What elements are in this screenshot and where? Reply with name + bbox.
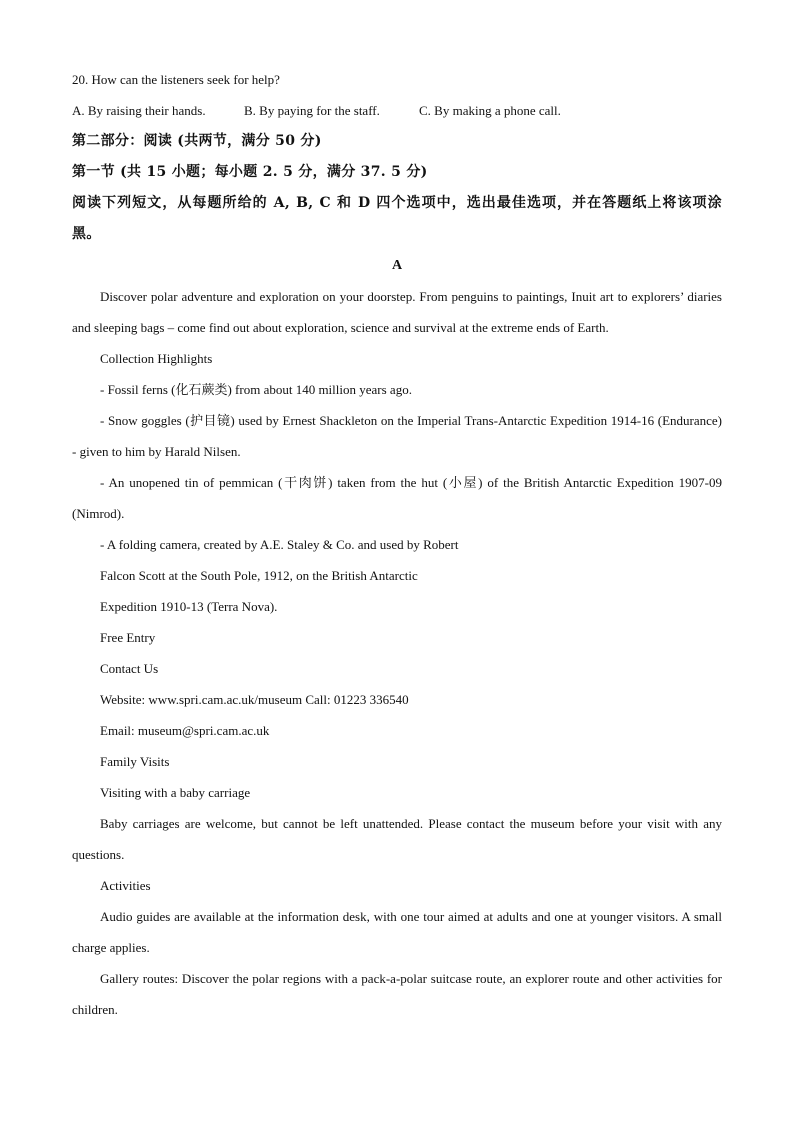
reading-instructions: 阅读下列短文，从每题所给的 A, B, C 和 D 四个选项中，选出最佳选项，并在答题纸上将该项涂黑。 [72,195,722,242]
passage-intro: Discover polar adventure and exploration on your doorstep. From penguins to paintings, Inuit art to explorers’ diaries and sleeping bags – come find out about exploration, science and survival at the extreme ends of Earth. [72,289,722,335]
gallery-routes-text: Gallery routes: Discover the polar regions with a pack-a-polar suitcase route, an explorer route and other activities for children. [72,971,722,1017]
section-one-title: 第一节 (共 15 小题；每小题 2. 5 分，满分 37. 5 分) [72,164,428,180]
option-b: B. By paying for the staff. [244,103,380,118]
question-20-stem: 20. How can the listeners seek for help? [72,72,280,87]
highlight-fossil: - Fossil ferns (化石蕨类) from about 140 million years ago. [100,382,412,397]
activities-heading: Activities [100,878,151,893]
highlight-pemmican: - An unopened tin of pemmican (干肉饼) taken from the hut (小屋) of the British Antarctic Expedition 1907-09 (Nimrod). [72,475,722,521]
baby-carriage-heading: Visiting with a baby carriage [100,785,251,800]
highlight-camera-line-3: Expedition 1910-13 (Terra Nova). [100,599,278,614]
contact-heading: Contact Us [100,661,159,676]
highlight-camera-line-2: Falcon Scott at the South Pole, 1912, on the British Antarctic [100,568,418,583]
contact-email: Email: museum@spri.cam.ac.uk [100,723,270,738]
question-20-options [72,95,722,126]
highlight-camera-line-1: - A folding camera, created by A.E. Staley & Co. and used by Robert [100,537,459,552]
highlights-heading: Collection Highlights [100,351,213,366]
contact-website-phone: Website: www.spri.cam.ac.uk/museum Call: 01223 336540 [100,692,409,707]
audio-guides-text: Audio guides are available at the information desk, with one tour aimed at adults and one at younger visitors. A small charge applies. [72,909,722,955]
baby-carriage-text: Baby carriages are welcome, but cannot be left unattended. Please contact the museum before your visit with any questions. [72,816,722,862]
highlight-goggles: - Snow goggles (护目镜) used by Ernest Shackleton on the Imperial Trans-Antarctic Expedition 1914-16 (Endurance) - given to him by Harald Nilsen. [72,413,722,459]
passage-label: A [391,258,403,273]
part-two-title: 第二部分：阅读 (共两节，满分 50 分) [72,133,322,149]
exam-page [72,64,722,1025]
option-a: A. By raising their hands. [72,103,206,118]
family-visits-heading: Family Visits [100,754,170,769]
option-c: C. By making a phone call. [419,103,561,118]
free-entry: Free Entry [100,630,156,645]
